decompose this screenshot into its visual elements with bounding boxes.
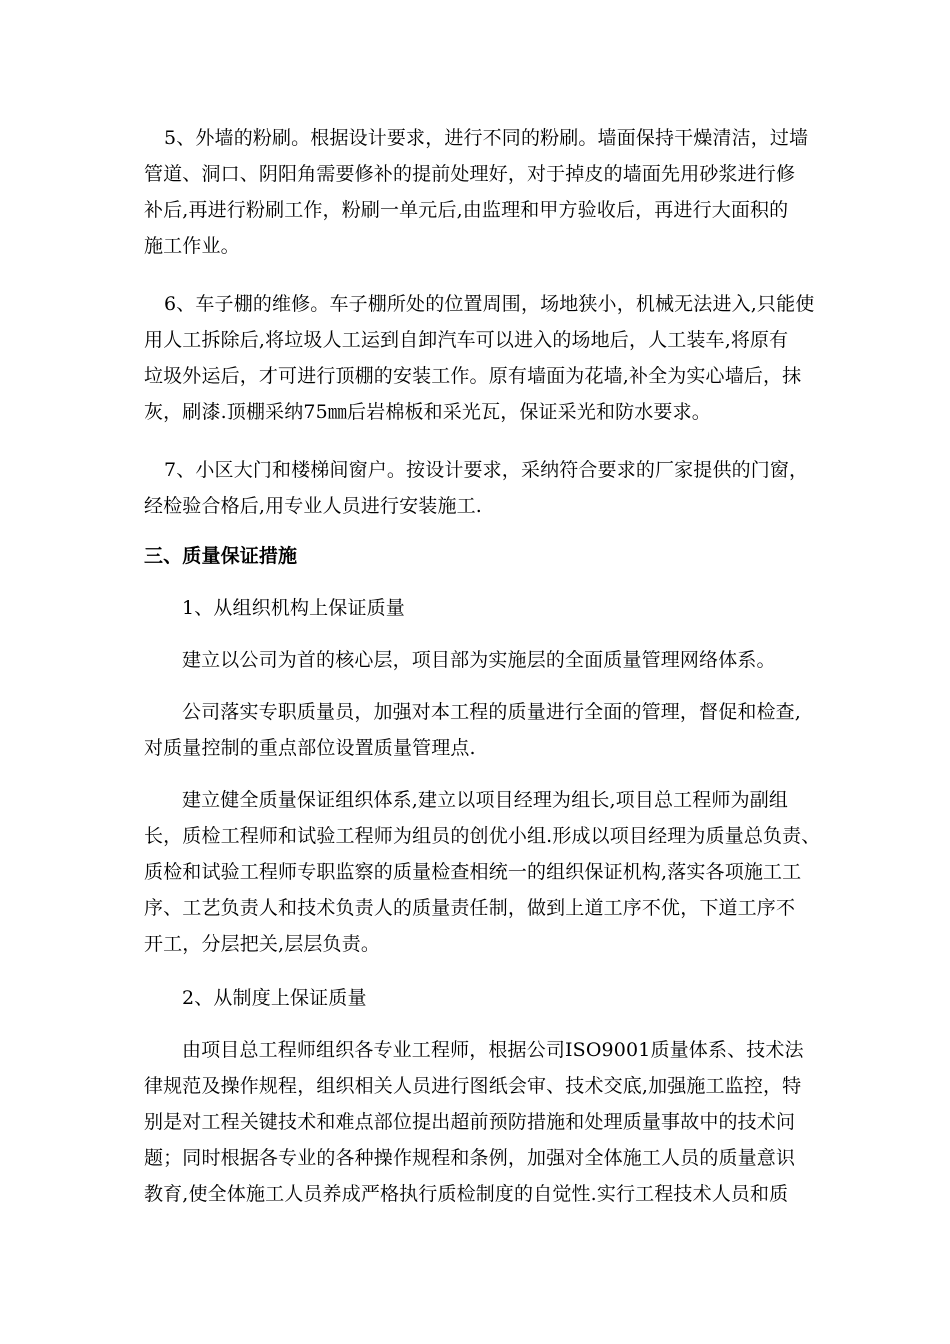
paragraph-2-line-1: 公司落实专职质量员，加强对本工程的质量进行全面的管理，督促和检查, — [182, 701, 801, 723]
paragraph-4-line-5: 教育,使全体施工人员养成严格执行质检制度的自觉性.实行工程技术人员和质 — [144, 1183, 789, 1205]
paragraph-2-line-2: 对质量控制的重点部位设置质量管理点. — [144, 737, 476, 759]
item-5-line-1: 5、外墙的粉刷。根据设计要求，进行不同的粉刷。墙面保持干燥清洁，过墙 — [164, 127, 809, 149]
item-5-line-4: 施工作业。 — [144, 235, 240, 257]
paragraph-3-line-3: 质检和试验工程师专职监察的质量检查相统一的组织保证机构,落实各项施工工 — [144, 861, 802, 883]
item-7-line-2: 经检验合格后,用专业人员进行安装施工. — [144, 495, 482, 517]
item-5-line-2: 管道、洞口、阴阳角需要修补的提前处理好，对于掉皮的墙面先用砂浆进行修 — [144, 163, 796, 185]
subsection-2-title: 2、从制度上保证质量 — [182, 987, 367, 1009]
paragraph-4-line-2: 律规范及操作规程，组织相关人员进行图纸会审、技术交底,加强施工监控，特 — [144, 1075, 802, 1097]
paragraph-1-line-1: 建立以公司为首的核心层，项目部为实施层的全面质量管理网络体系。 — [182, 649, 776, 671]
paragraph-4-line-4: 题；同时根据各专业的各种操作规程和条例，加强对全体施工人员的质量意识 — [144, 1147, 796, 1169]
item-6-line-1: 6、车子棚的维修。车子棚所处的位置周围，场地狭小，机械无法进入,只能使 — [164, 293, 815, 315]
paragraph-4-line-3: 别是对工程关键技术和难点部位提出超前预防措施和处理质量事故中的技术问 — [144, 1111, 796, 1133]
subsection-1-title: 1、从组织机构上保证质量 — [182, 597, 405, 619]
item-6-line-4: 灰，刷漆.顶棚采纳75㎜后岩棉板和采光瓦，保证采光和防水要求。 — [144, 401, 711, 423]
item-6-line-2: 用人工拆除后,将垃圾人工运到自卸汽车可以进入的场地后，人工装车,将原有 — [144, 329, 789, 351]
paragraph-3-line-1: 建立健全质量保证组织体系,建立以项目经理为组长,项目总工程师为副组 — [182, 789, 789, 811]
paragraph-3-line-4: 序、工艺负责人和技术负责人的质量责任制，做到上道工序不优，下道工序不 — [144, 897, 796, 919]
paragraph-3-line-2: 长，质检工程师和试验工程师为组员的创优小组.形成以项目经理为质量总负责、 — [144, 825, 821, 847]
item-6-line-3: 垃圾外运后，才可进行顶棚的安装工作。原有墙面为花墙,补全为实心墙后，抹 — [144, 365, 802, 387]
item-7-line-1: 7、小区大门和楼梯间窗户。按设计要求，采纳符合要求的厂家提供的门窗， — [164, 459, 809, 481]
section-heading-quality: 三、质量保证措施 — [144, 545, 298, 567]
item-5-line-3: 补后,再进行粉刷工作，粉刷一单元后,由监理和甲方验收后，再进行大面积的 — [144, 199, 789, 221]
paragraph-3-line-5: 开工，分层把关,层层负责。 — [144, 933, 380, 955]
paragraph-4-line-1: 由项目总工程师组织各专业工程师，根据公司ISO9001质量体系、技术法 — [182, 1039, 804, 1061]
